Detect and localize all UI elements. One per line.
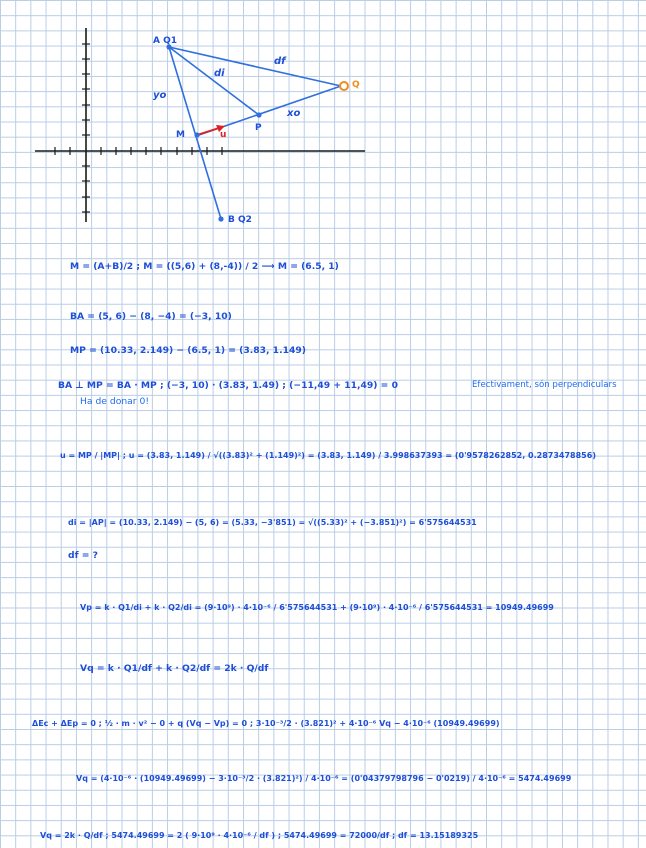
label-u: u: [220, 130, 227, 140]
eq-distance-di: di = |AP| = (10.33, 2.149) − (5, 6) = (5.33, −3'851) = √((5.33)² + (−3.851)²) = 6'575644531: [68, 518, 477, 527]
eq-vector-mp: MP = (10.33, 2.149) − (6.5, 1) = (3.83, 1.149): [70, 345, 306, 356]
eq-unit-vector: u = MP / |MP| ; u = (3.83, 1.149) / √((3.83)² + (1.149)²) = (3.83, 1.149) / 3.998637393 = (0'9578262852, 0.2873478856): [60, 451, 596, 460]
label-a-q1: A Q1: [153, 36, 178, 46]
label-di: di: [214, 68, 225, 79]
label-q: Q: [352, 80, 360, 90]
eq-perpendicular: BA ⊥ MP = BA · MP ; (−3, 10) · (3.83, 1.49) ; (−11,49 + 11,49) = 0: [58, 380, 398, 391]
label-xo: xo: [287, 108, 301, 119]
point-p: [256, 112, 261, 117]
eq-df-solution: Vq = 2k · Q/df ; 5474.49699 = 2 ( 9·10⁹ · 4·10⁻⁶ / df ) ; 5474.49699 = 72000/df ; df = 13.15189325: [40, 831, 479, 840]
note-must-be-zero: Ha de donar 0!: [80, 396, 149, 407]
point-m: [194, 132, 199, 137]
label-b-q2: B Q2: [228, 215, 252, 225]
label-m: M: [176, 130, 185, 140]
eq-vector-ba: BA = (5, 6) − (8, −4) = (−3, 10): [70, 311, 232, 322]
point-b: [218, 216, 223, 221]
eq-potential-p: Vp = k · Q1/di + k · Q2/di = (9·10⁹) · 4·10⁻⁶ / 6'575644531 + (9·10⁹) · 4·10⁻⁶ / 6'575644531 = 10949.49699: [80, 603, 554, 612]
label-df: df: [274, 56, 286, 67]
eq-distance-df: df = ?: [68, 550, 98, 561]
label-p: P: [255, 123, 262, 133]
label-yo: yo: [153, 90, 167, 101]
point-q: [340, 82, 348, 90]
note-perpendicular: Efectivament, són perpendiculars: [472, 380, 617, 390]
eq-midpoint: M = (A+B)/2 ; M = ((5,6) + (8,-4)) / 2 ⟶ M = (6.5, 1): [70, 261, 339, 272]
eq-potential-q: Vq = k · Q1/df + k · Q2/df = 2k · Q/df: [80, 663, 269, 674]
eq-vq-solution: Vq = (4·10⁻⁶ · (10949.49699) − 3·10⁻³/2 · (3.821)²) / 4·10⁻⁶ = (0'04379798796 − 0'0219) / 4·10⁻⁶ = 5474.49699: [76, 774, 572, 783]
eq-energy-conservation: ΔEc + ΔEp = 0 ; ½ · m · v² − 0 + q (Vq − Vp) = 0 ; 3·10⁻³/2 · (3.821)² + 4·10⁻⁶ Vq − 4·10⁻⁶ (10949.49699): [32, 719, 500, 728]
